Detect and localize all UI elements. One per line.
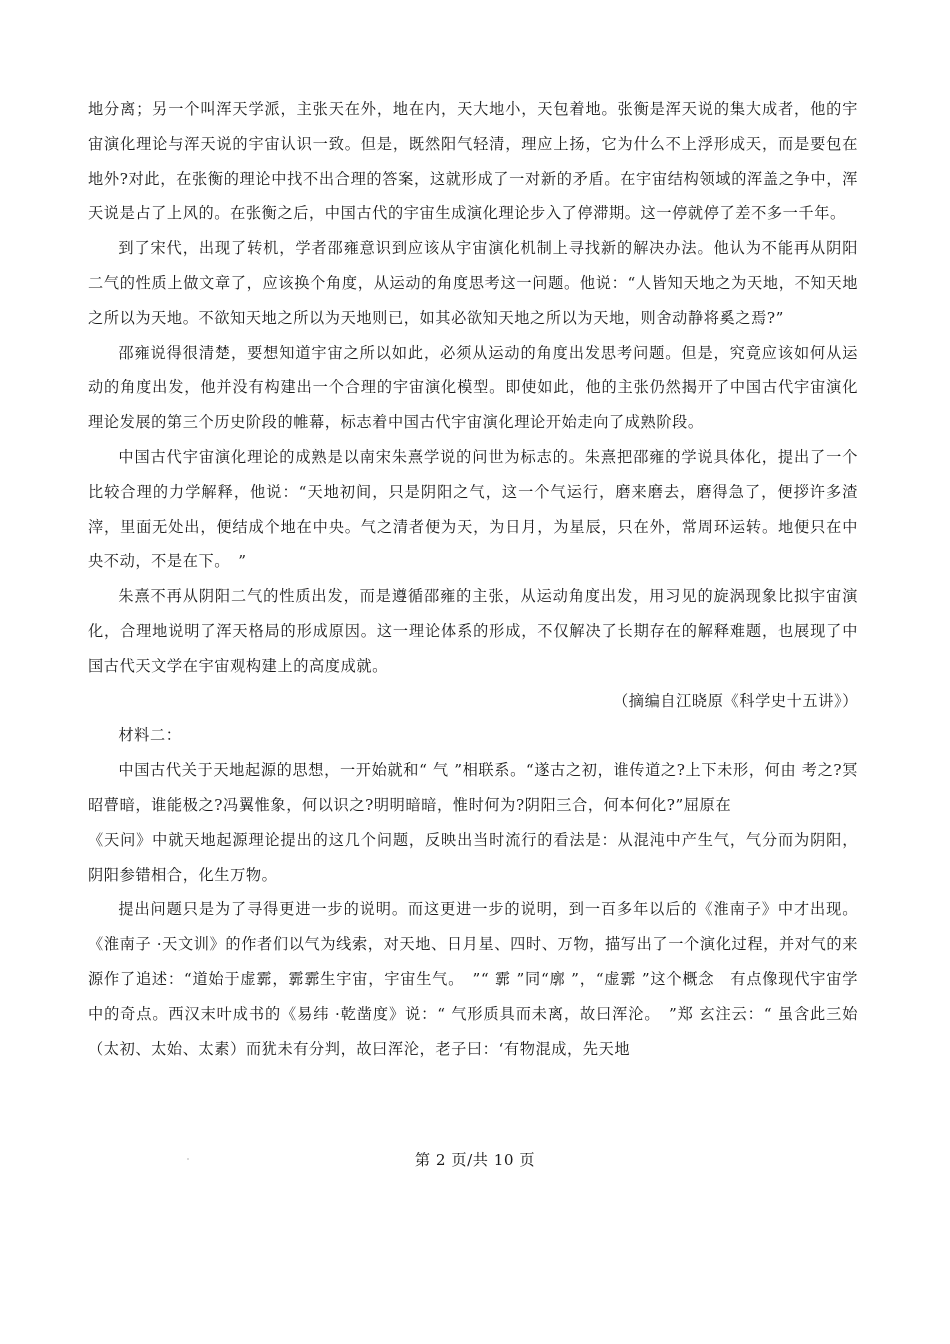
source-citation: （摘编自江晓原《科学史十五讲》） <box>613 691 858 710</box>
document-body <box>88 92 858 1066</box>
paragraph-tian-wen: 《天问》中就天地起源理论提出的这几个问题，反映出当时流行的看法是：从混沌中产生气，气分而为阴阳，阴阳参错相合，化生万物。 <box>88 830 858 884</box>
paragraph-shao-yong-explain: 邵雍说得很清楚，要想知道宇宙之所以如此，必须从运动的角度出发思考问题。但是，究竟应该如何从运动的角度出发，他并没有构建出一个合理的宇宙演化模型。即使如此，他的主张仍然揭开了中国古代宇宙演化理论发展的第三个历史阶段的帷幕，标志着中国古代宇宙演化理论开始走向了成熟阶段。 <box>88 343 858 432</box>
paragraph-hun-tian: 地分离；另一个叫浑天学派，主张天在外，地在内，天大地小，天包着地。张衡是浑天说的集大成者，他的宇宙演化理论与浑天说的宇宙认识一致。但是，既然阳气轻清，理应上扬，它为什么不上浮形成天，而是要包在地外?对此，在张衡的理论中找不出合理的答案，这就形成了一对新的矛盾。在宇宙结构领域的浑盖之争中，浑天说是占了上风的。在张衡之后，中国古代的宇宙生成演化理论步入了停滞期。这一停就停了差不多一千年。 <box>88 100 858 223</box>
paragraph-qi-origin: 中国古代关于天地起源的思想，一开始就和“ 气 ”相联系。“遂古之初，谁传道之?上下未形，何由 考之?冥昭瞢暗，谁能极之?冯翼惟象，何以识之?明明暗暗，惟时何为?阴阳三合，何本何化?”屈原在 <box>88 761 858 814</box>
paragraph-zhu-xi-mature: 中国古代宇宙演化理论的成熟是以南宋朱熹学说的问世为标志的。朱熹把邵雍的学说具体化，提出了一个比较合理的力学解释，他说：“天地初间，只是阴阳之气，这一个气运行，磨来磨去，磨得急了，便拶许多渣滓，里面无处出，便结成个地在中央。气之清者便为天，为日月，为星辰，只在外，常周环运转。地便只在中央不动，不是在下。 ” <box>88 447 858 571</box>
paragraph-zhu-xi-summary: 朱熹不再从阴阳二气的性质出发，而是遵循邵雍的主张，从运动角度出发，用习见的旋涡现象比拟宇宙演化，合理地说明了浑天格局的形成原因。这一理论体系的形成，不仅解决了长期存在的解释难题，也展现了中国古代天文学在宇宙观构建上的高度成就。 <box>88 587 858 675</box>
page-number-footer: 第 2 页/共 10 页 <box>414 1151 536 1169</box>
material-two-heading: 材料二： <box>118 726 182 745</box>
paragraph-huainanzi: 提出问题只是为了寻得更进一步的说明。而这更进一步的说明，到一百多年以后的《淮南子》中才出现。《淮南子 ·天文训》的作者们以气为线索，对天地、日月星、四时、万物，描写出了一个演化过程，并对气的来源作了追述：“道始于虚霩，霩霩生宇宙，宇宙生气。 ”“ 霩 ”同“廓 ”，“虚霩 ”这个概念 有点像现代宇宙学中的奇点。西汉末叶成书的《易纬 ·乾凿度》说：“ 气形质具而未离，故曰浑沦。 ”郑 玄注云：“ 虽含此三始（太初、太始、太素）而犹未有分判，故曰浑沦，老子曰：‘有物混成，先天地 <box>88 900 858 1058</box>
paragraph-shao-yong-turning: 到了宋代，出现了转机，学者邵雍意识到应该从宇宙演化机制上寻找新的解决办法。他认为不能再从阴阳二气的性质上做文章了，应该换个角度，从运动的角度思考这一问题。他说：“人皆知天地之为天地，不知天地之所以为天地。不欲知天地之所以为天地则已，如其必欲知天地之所以为天地，则舍动静将奚之焉?” <box>88 239 858 327</box>
